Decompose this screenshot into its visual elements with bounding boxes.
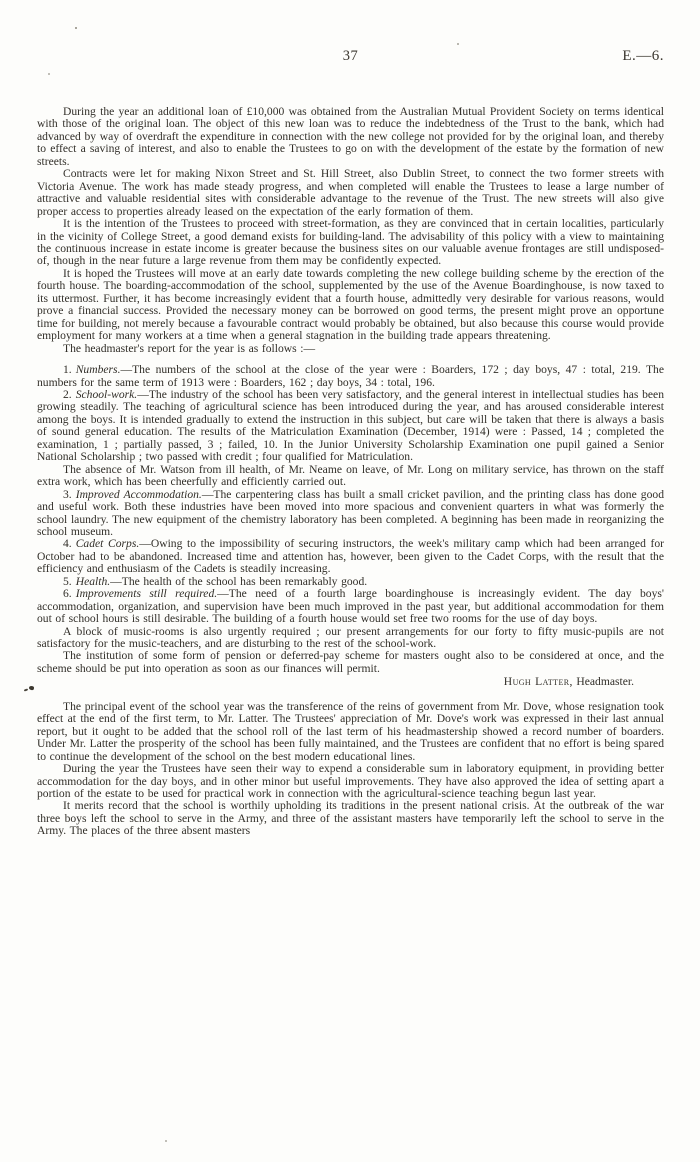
paragraph-street-formation: It is the intention of the Trustees to proceed with street-formation, as they are convinced that in certain localities, particularly in the vicinity of College Street, a good demand exists for building-land. The advisability of this policy with a view to maintaining the continuous increase in estate income is greater because the business sites on our valuable avenue frontages are still undisposed-of, though in the near future a large revenue from them may be confidently expected. <box>37 217 664 268</box>
item-text: —Owing to the impossibility of securing instructors, the week's military camp which had been arranged for October had to be abandoned. Increased time and attention has, however, been given to the Cadet Corps, with the result that the efficiency and enthusiasm of the Cadets is steadily increasing. <box>37 537 664 576</box>
item-label: Health. <box>75 574 111 588</box>
report-body <box>37 106 664 838</box>
trustees-closing-remarks <box>37 701 664 838</box>
report-item-school-work <box>37 389 664 464</box>
item-label: Cadet Corps. <box>75 537 140 551</box>
report-item-improvements-required <box>37 588 664 625</box>
item-label: Improved Accommodation. <box>75 487 202 501</box>
item-number: 5. <box>63 574 72 588</box>
item-text: —The need of a fourth large boardinghouse is increasingly evident. The day boys' accommodation, organization, and supervision have been much improved in the past year, but additional accommodation for them out of school hours is still desirable. The building of a fourth house would set free two rooms for the use of day boys. <box>37 587 664 626</box>
paragraph-fourth-house: It is hoped the Trustees will move at an early date towards completing the new college building scheme by the erection of the fourth house. The boarding-accommodation of the school, supplemented by the use of the Avenue Boardinghouse, is now taxed to its uttermost. Further, it has become increasingly evident that a fourth house, admittedly very desirable for various reasons, would prove a financial success. Provided the necessary money can be borrowed on good terms, the present might prove an opportune time for building, not merely because a favourable contract would probably be obtained, but also because this course would provide employment for many workers at a time when a general stagnation in the building trade appears threatening. <box>37 266 664 343</box>
page-number: 37 <box>342 48 359 64</box>
item-text: —The health of the school has been remarkably good. <box>110 574 368 588</box>
paragraph-report-lead: The headmaster's report for the year is as follows :— <box>63 341 316 355</box>
item-number: 6. <box>63 587 72 601</box>
signature-name: Hugh Latter, <box>503 675 573 689</box>
scan-speck <box>75 27 77 29</box>
ink-blob <box>24 688 28 691</box>
paragraph-streets-contracts: Contracts were let for making Nixon Street and St. Hill Street, also Dublin Street, to connect the two former streets with Victoria Avenue. The work has made steady progress, and when completed will enable the Trustees to lease a large number of attractive and valuable residential sites with considerable advantage to the revenue of the Trust. The new streets will also give proper access to properties already leased on the expectation of the early formation of them. <box>37 167 664 218</box>
item-label: Improvements still required. <box>75 587 218 601</box>
paragraph-pension-scheme: The institution of some form of pension or deferred-pay scheme for masters ought also to be considered at once, and the scheme should be put into operation as soon as our finances will permit. <box>37 649 664 675</box>
item-text: —The carpentering class has built a small cricket pavilion, and the printing class has done good and useful work. Both these industries have been moved into more spacious and convenient quarters in what was formerly the school laundry. The new equipment of the chemistry laboratory has been completed. A beginning has been made in reorganizing the school museum. <box>37 487 664 538</box>
scan-speck <box>48 73 50 75</box>
headmaster-signature <box>37 676 664 688</box>
paragraph-expenditure: During the year the Trustees have seen their way to expend a considerable sum in laboratory equipment, in providing better accommodation for the day boys, and in other minor but useful improvements. They have also approved the idea of setting apart a portion of the estate to be used for practical work in connection with the agricultural-science teaching begun last year. <box>37 762 664 801</box>
paragraph-loan: During the year an additional loan of £10,000 was obtained from the Australian Mutual Provident Society on terms identical with those of the original loan. The object of this new loan was to reduce the indebtedness of the Trust to the bank, which had advanced by way of overdraft the expenditure in connection with the new college not provided for by the original loan, and thereby to effect a saving of interest, and also to enable the Trustees to go on with the development of the estate by the formation of new streets. <box>37 105 664 168</box>
ink-smudge-mark <box>24 686 35 693</box>
paragraph-headmaster-transition: The principal event of the school year was the transference of the reins of government from Mr. Dove, whose resignation took effect at the end of the first term, to Mr. Latter. The Trustees' appreciation of Mr. Dove's work was expressed in their last annual report, but it ought to be added that the school roll of the last term of his headmastership showed a record number of boarders. Under Mr. Latter the prosperity of the school has been fully maintained, and the Trustees are confident that no effort is being spared to continue the development of the school on the best modern educational lines. <box>37 699 664 763</box>
paragraph-music-rooms: A block of music-rooms is also urgently required ; our present arrangements for our forty to fifty music-pupils are not satisfactory for the music-teachers, and are disturbing to the rest of the school-work. <box>37 624 664 651</box>
item-number: 4. <box>63 537 72 551</box>
report-item-numbers <box>37 364 664 389</box>
report-item-improved-accommodation <box>37 489 664 539</box>
paragraph-staff-absence: The absence of Mr. Watson from ill health, of Mr. Neame on leave, of Mr. Long on military service, has thrown on the staff extra work, which has been cheerfully and efficiently carried out. <box>37 462 664 489</box>
item-number: 3. <box>63 487 72 501</box>
ink-blob <box>29 686 35 691</box>
report-item-cadet-corps <box>37 538 664 575</box>
item-label: Numbers. <box>75 363 121 377</box>
scan-speck <box>457 43 459 45</box>
item-text: —The numbers of the school at the close of the year were : Boarders, 172 ; day boys, 47 : total, 219. The numbers for the same term of 1913 were : Boarders, 162 ; day boys, 34 : total, 196. <box>37 363 664 389</box>
scan-speck <box>165 1140 167 1142</box>
page-header <box>37 48 664 68</box>
item-label: School-work. <box>75 387 138 401</box>
item-text: —The industry of the school has been very satisfactory, and the general interest in intellectual studies has been growing steadily. The teaching of agricultural science has been introduced during the year, and has aroused considerable interest among the boys. It is intended gradually to extend the instruction in this subject, but care will be taken that there is always a basis of sound general education. The results of the Matriculation Examination (December, 1914) were : Passed, 14 ; completed the examination, 1 ; partially passed, 3 ; failed, 10. In the Junior University Scholarship Examination one pupil gained a Senior National Scholarship ; two passed with credit ; four qualified for Matriculation. <box>37 387 664 464</box>
signature-title: Headmaster. <box>576 675 634 689</box>
document-reference: E.—6. <box>622 48 664 64</box>
paragraph-war-service: It merits record that the school is worthily upholding its traditions in the present national crisis. At the outbreak of the war three boys left the school to serve in the Army, and three of the assistant masters have temporarily left the school to serve in the Army. The places of the three absent masters <box>37 799 664 838</box>
item-number: 1. <box>63 363 72 377</box>
headmaster-report <box>37 364 664 689</box>
item-number: 2. <box>63 387 72 401</box>
